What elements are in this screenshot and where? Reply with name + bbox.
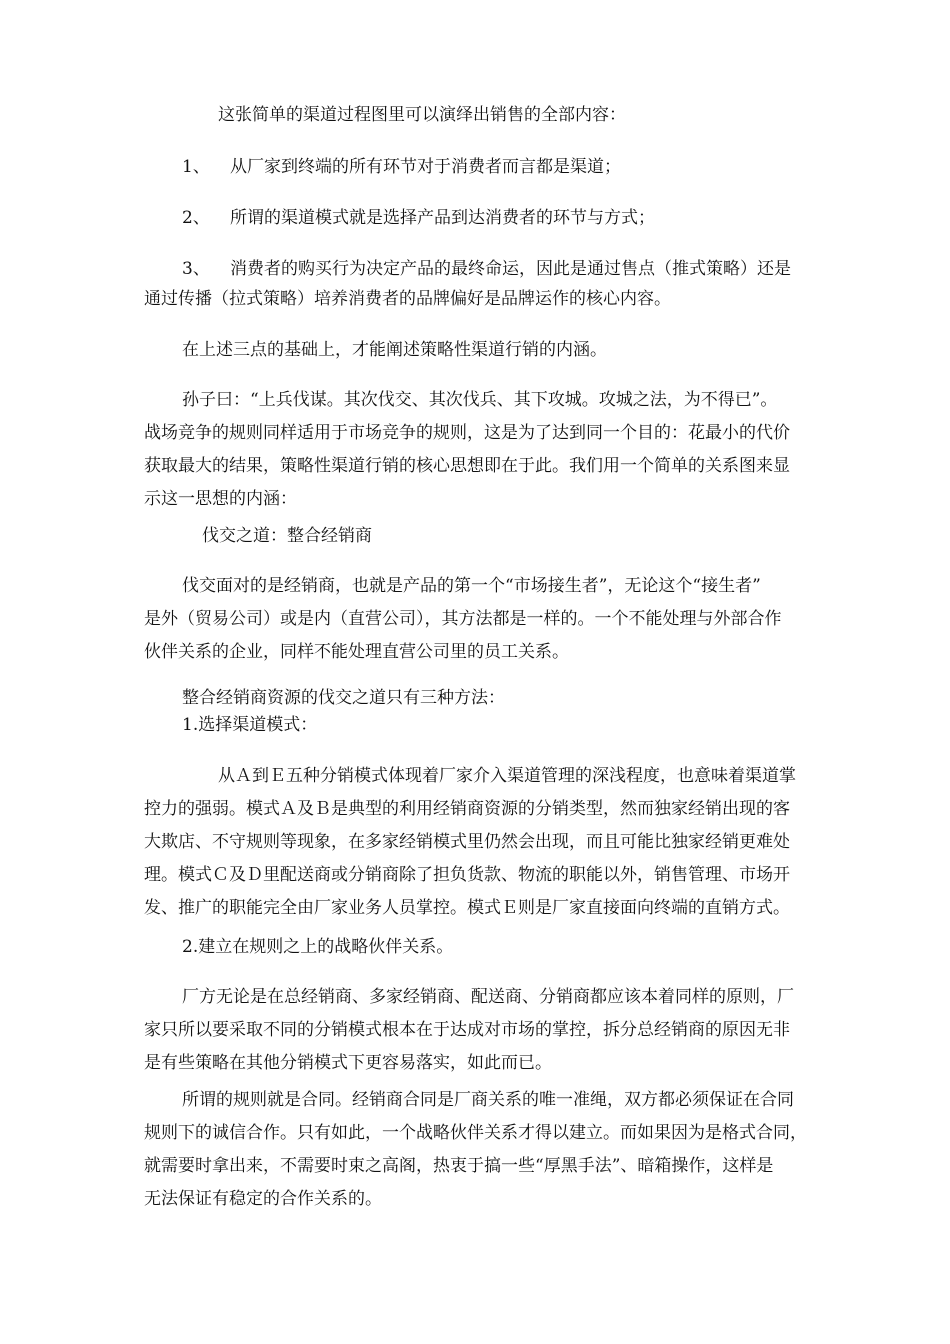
contract-line: 所谓的规则就是合同。经销商合同是厂商关系的唯一准绳，双方都必须保证在合同 bbox=[182, 1090, 794, 1110]
point-2 bbox=[182, 207, 655, 229]
models-line: 从Ａ到Ｅ五种分销模式体现着厂家介入渠道管理的深浅程度，也意味着渠道掌 bbox=[218, 766, 796, 786]
models-line: 控力的强弱。模式Ａ及Ｂ是典型的利用经销商资源的分销类型，然而独家经销出现的客 bbox=[144, 799, 790, 819]
contract-paragraph bbox=[144, 1084, 807, 1216]
subheading: 伐交之道：整合经销商 bbox=[202, 526, 372, 546]
point-3-line-1 bbox=[182, 258, 791, 280]
sunzi-line: 示这一思想的内涵： bbox=[144, 489, 297, 509]
fajiao-paragraph bbox=[144, 570, 782, 669]
contract-line: 就需要时拿出来，不需要时束之高阁，热衷于搞一些“厚黑手法”、暗箱操作，这样是 bbox=[144, 1156, 774, 1176]
sunzi-paragraph bbox=[144, 384, 790, 516]
point-1 bbox=[182, 156, 621, 178]
point-1-text: 从厂家到终端的所有环节对于消费者而言都是渠道； bbox=[230, 157, 621, 177]
models-line: 理。模式Ｃ及Ｄ里配送商或分销商除了担负货款、物流的职能以外，销售管理、市场开 bbox=[144, 865, 790, 885]
point-2-number: 2、 bbox=[182, 208, 210, 228]
point-3-line-2: 通过传播（拉式策略）培养消费者的品牌偏好是品牌运作的核心内容。 bbox=[144, 289, 671, 309]
sunzi-line: 战场竞争的规则同样适用于市场竞争的规则，这是为了达到同一个目的：花最小的代价 bbox=[144, 423, 790, 443]
intro-line: 这张简单的渠道过程图里可以演绎出销售的全部内容： bbox=[218, 105, 626, 125]
sunzi-line: 获取最大的结果，策略性渠道行销的核心思想即在于此。我们用一个简单的关系图来显 bbox=[144, 456, 790, 476]
models-line: 发、推广的职能完全由厂家业务人员掌控。模式Ｅ则是厂家直接面向终端的直销方式。 bbox=[144, 898, 790, 918]
three-methods-line: 整合经销商资源的伐交之道只有三种方法： bbox=[182, 688, 505, 708]
factory-paragraph bbox=[144, 981, 794, 1080]
factory-line: 是有些策略在其他分销模式下更容易落实，如此而已。 bbox=[144, 1053, 552, 1073]
sunzi-line: 孙子曰：“上兵伐谋。其次伐交、其次伐兵、其下攻城。攻城之法，为不得已”。 bbox=[182, 390, 778, 410]
point-3-number: 3、 bbox=[182, 259, 210, 279]
contract-line: 规则下的诚信合作。只有如此，一个战略伙伴关系才得以建立。而如果因为是格式合同， bbox=[144, 1123, 807, 1143]
factory-line: 家只所以要采取不同的分销模式根本在于达成对市场的掌控，拆分总经销商的原因无非 bbox=[144, 1020, 790, 1040]
point-1-number: 1、 bbox=[182, 157, 210, 177]
point-2-text: 所谓的渠道模式就是选择产品到达消费者的环节与方式； bbox=[230, 208, 655, 228]
basis-paragraph: 在上述三点的基础上，才能阐述策略性渠道行销的内涵。 bbox=[182, 340, 607, 360]
item-2-title: 2.建立在规则之上的战略伙伴关系。 bbox=[182, 937, 454, 957]
factory-line: 厂方无论是在总经销商、多家经销商、配送商、分销商都应该本着同样的原则，厂 bbox=[182, 987, 794, 1007]
models-line: 大欺店、不守规则等现象，在多家经销模式里仍然会出现，而且可能比独家经销更难处 bbox=[144, 832, 790, 852]
point-3-text-1: 消费者的购买行为决定产品的最终命运，因此是通过售点（推式策略）还是 bbox=[230, 259, 791, 279]
fajiao-line: 是外（贸易公司）或是内（直营公司），其方法都是一样的。一个不能处理与外部合作 bbox=[144, 609, 782, 629]
item-1-title: 1.选择渠道模式： bbox=[182, 715, 318, 735]
fajiao-line: 伐交面对的是经销商，也就是产品的第一个“市场接生者”，无论这个“接生者” bbox=[182, 576, 761, 596]
models-paragraph bbox=[144, 760, 796, 925]
fajiao-line: 伙伴关系的企业，同样不能处理直营公司里的员工关系。 bbox=[144, 642, 569, 662]
contract-line: 无法保证有稳定的合作关系的。 bbox=[144, 1189, 382, 1209]
